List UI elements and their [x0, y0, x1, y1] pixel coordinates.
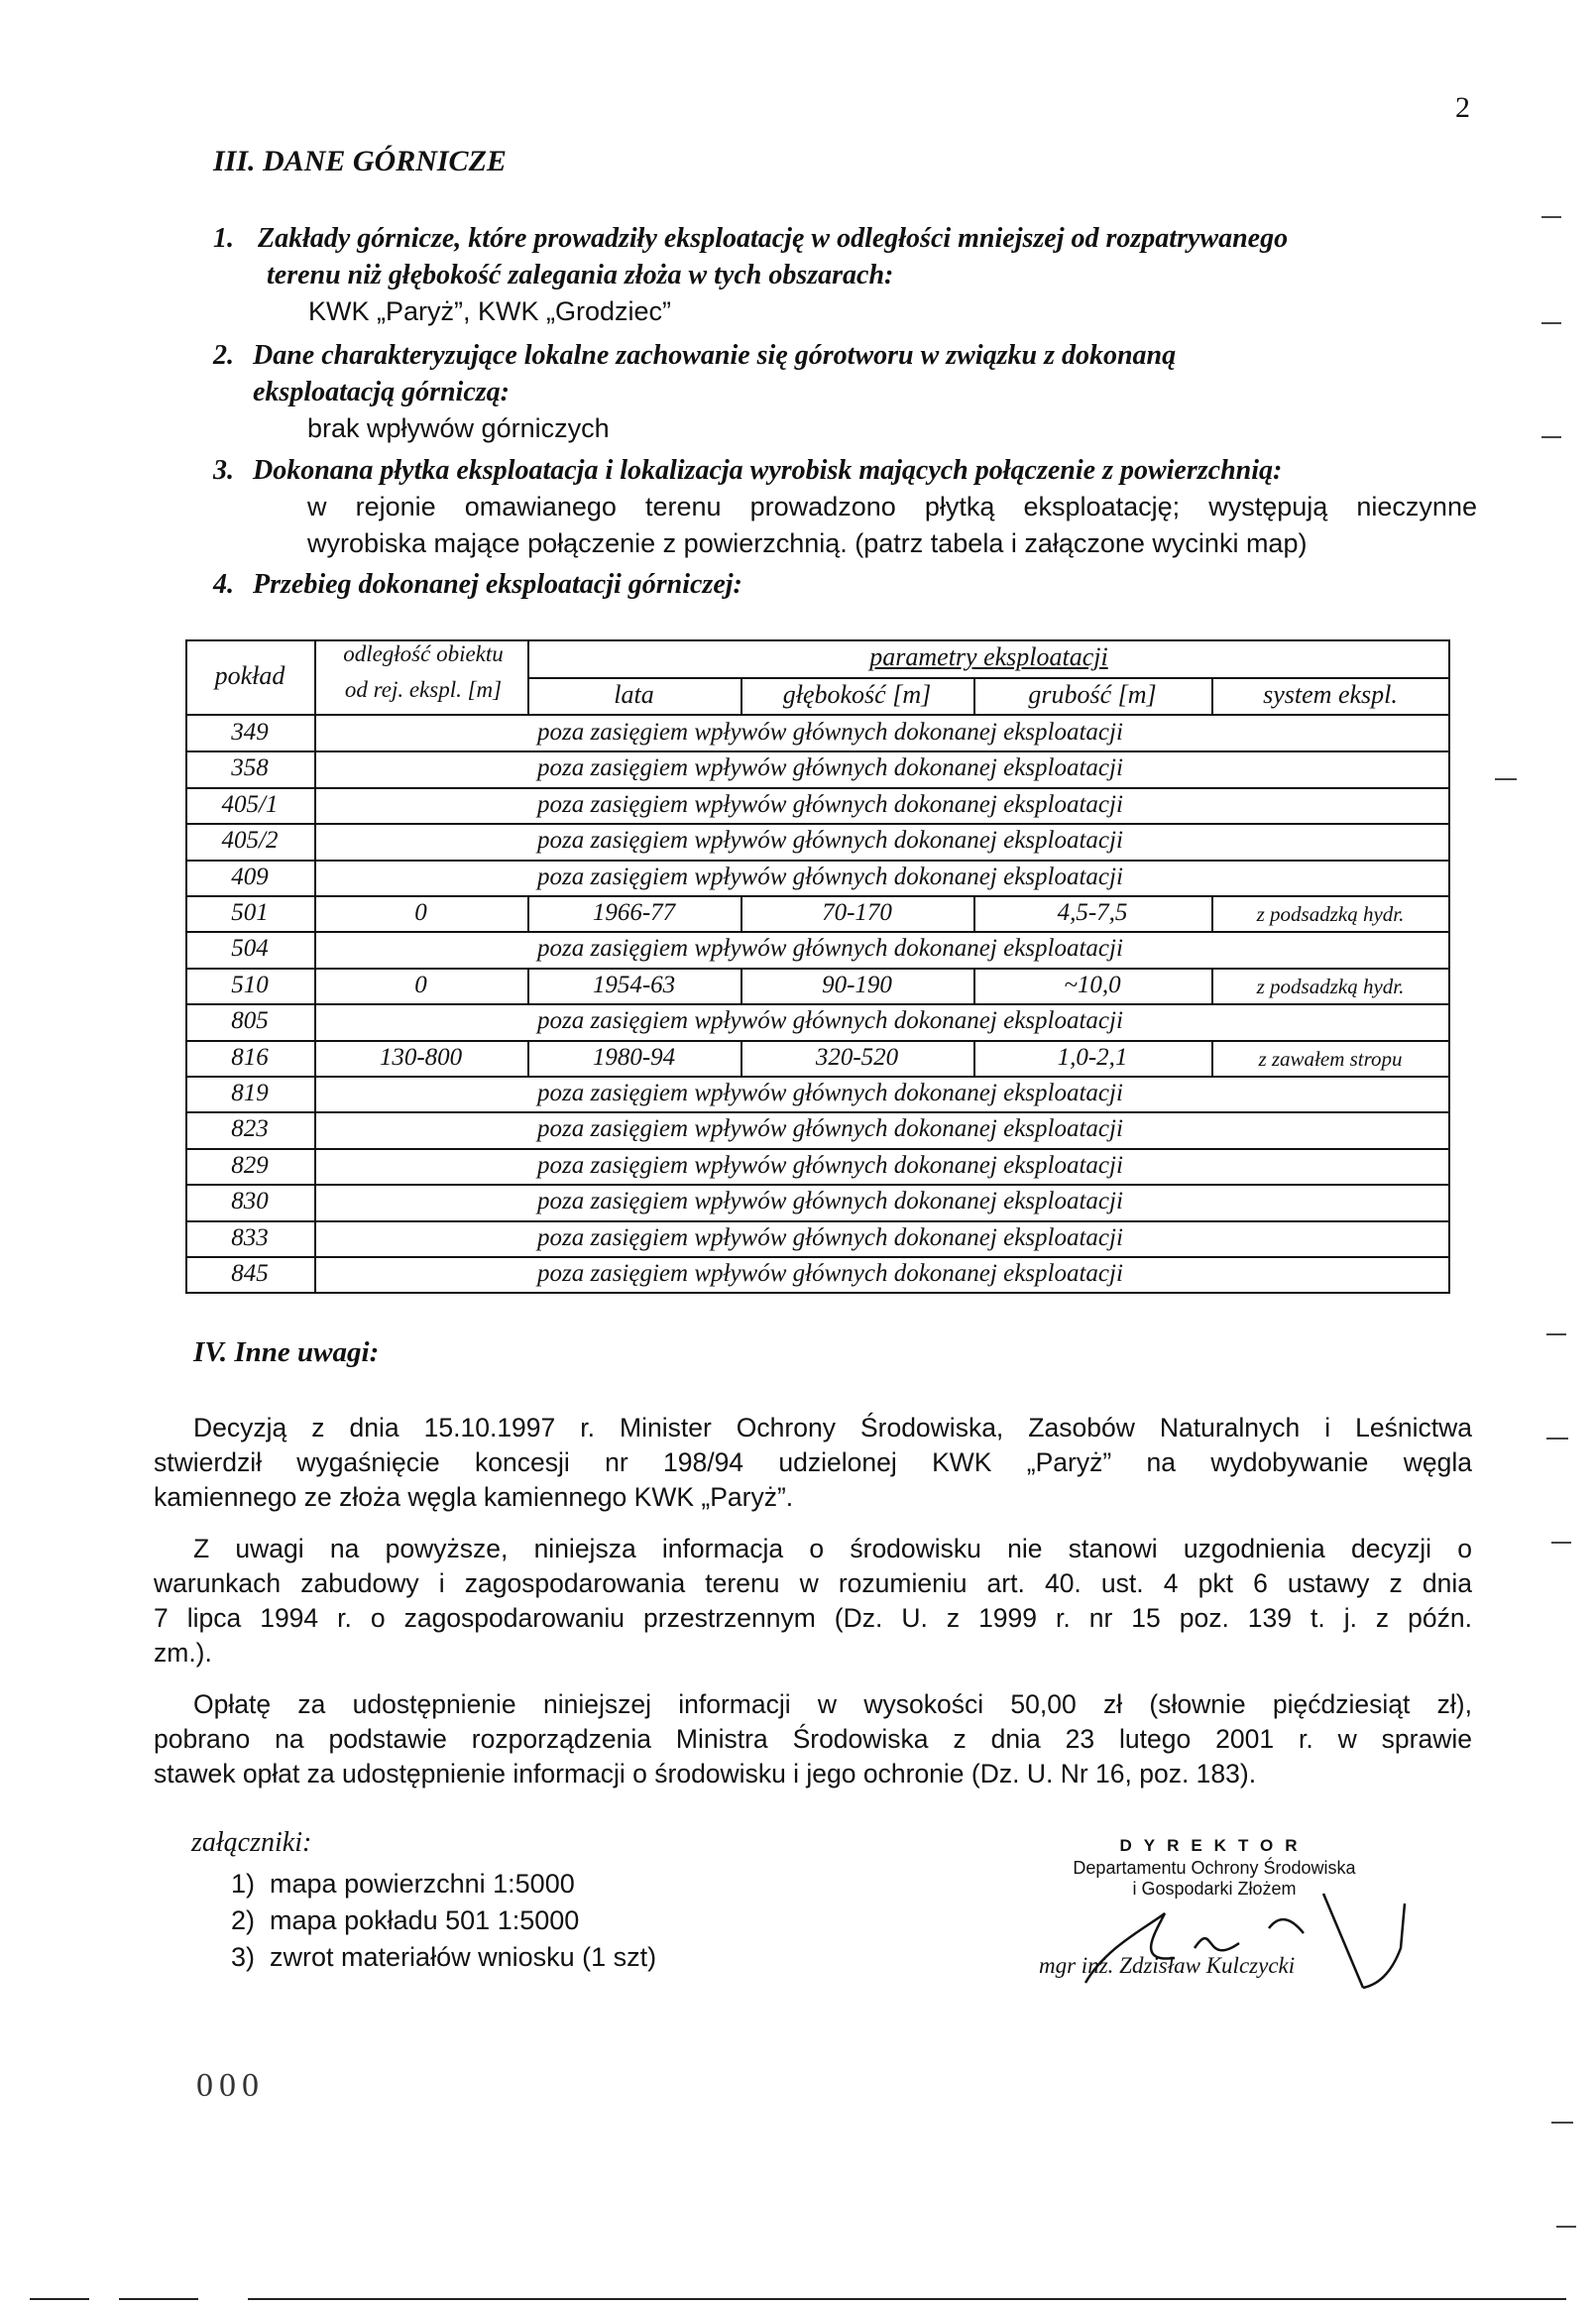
row-note: poza zasięgiem wpływów głównych dokonanej eksploatacji	[537, 1080, 1123, 1106]
row-poklad: 405/1	[221, 790, 279, 818]
item-heading-line: terenu niż głębokość zalegania złoża w tych obszarach:	[267, 260, 894, 290]
table-cell-divider	[1211, 1040, 1213, 1076]
table-cell-divider	[973, 895, 975, 931]
row-note: poza zasięgiem wpływów głównych dokonanej eksploatacji	[537, 1260, 1123, 1287]
table-cell-divider	[973, 968, 975, 1003]
row-glebokosc: 320-520	[815, 1043, 899, 1071]
attachments-title: załączniki:	[191, 1827, 312, 1858]
section-4-paragraph-2	[154, 1532, 1472, 1671]
table-cell-divider	[527, 968, 529, 1003]
header-distance-line2: od rej. ekspl. [m]	[344, 677, 503, 702]
item-heading-line: Przebieg dokonanej eksploatacji górniczej:	[253, 569, 742, 600]
row-poklad: 409	[231, 863, 269, 890]
header-grubosc: grubość [m]	[1028, 680, 1157, 709]
row-note: poza zasięgiem wpływów głównych dokonanej eksploatacji	[537, 935, 1123, 963]
attachment-item	[231, 1939, 656, 1976]
section-3-item-1	[213, 220, 1482, 330]
table-row-line	[185, 860, 1450, 862]
row-note: poza zasięgiem wpływów głównych dokonanej eksploatacji	[537, 1115, 1123, 1143]
scan-bottom-line	[119, 2298, 198, 2300]
row-system: z podsadzką hydr.	[1256, 902, 1405, 926]
header-system: system ekspl.	[1263, 680, 1398, 709]
table-cell-divider	[973, 1040, 975, 1076]
table-row-line	[185, 1111, 1450, 1113]
item-body-line: brak wpływów górniczych	[307, 413, 610, 443]
row-glebokosc: 70-170	[822, 899, 892, 926]
table-cell-divider	[1211, 968, 1213, 1003]
attachment-text: mapa pokładu 501 1:5000	[270, 1905, 580, 1935]
row-grubosc: 1,0-2,1	[1057, 1043, 1128, 1071]
table-row-line	[185, 1076, 1450, 1078]
header-lata: lata	[614, 680, 654, 709]
row-poklad: 816	[231, 1043, 269, 1071]
item-heading-line: Dokonana płytka eksploatacja i lokalizacja wyrobisk mających połączenie z powierzchnią:	[253, 455, 1283, 486]
table-row-line	[185, 968, 1450, 970]
table-cell-divider	[741, 895, 742, 931]
row-poklad: 405/2	[221, 827, 279, 855]
row-system: z zawałem stropu	[1258, 1046, 1403, 1071]
row-poklad: 805	[231, 1007, 269, 1035]
attachment-text: mapa powierzchni 1:5000	[270, 1869, 575, 1899]
table-cell-divider	[527, 895, 529, 931]
row-poklad: 819	[231, 1080, 269, 1106]
table-row-line	[185, 1148, 1450, 1150]
scan-bottom-line	[248, 2298, 1566, 2300]
scan-margin-mark	[1546, 1333, 1566, 1335]
table-cell-divider	[1211, 895, 1213, 931]
table-row-line	[185, 750, 1450, 752]
paragraph-line: Decyzją z dnia 15.10.1997 r. Minister Ochrony Środowiska, Zasobów Naturalnych i Leśnictwa	[193, 1413, 1472, 1442]
section-3-item-2	[213, 337, 1482, 447]
attachment-item	[231, 1902, 656, 1939]
table-cell-divider	[527, 1040, 529, 1076]
scan-bottom-line	[30, 2298, 89, 2300]
table-row-line	[185, 787, 1450, 789]
stamp-department-line2: i Gospodarki Złożem	[1132, 1879, 1297, 1899]
scan-margin-mark	[1556, 2226, 1576, 2228]
table-row-line	[185, 1040, 1450, 1042]
table-row-line	[185, 1184, 1450, 1186]
row-note: poza zasięgiem wpływów głównych dokonanej eksploatacji	[537, 790, 1123, 818]
table-row-line	[185, 1256, 1450, 1258]
row-poklad: 358	[231, 754, 269, 782]
exploitation-table	[185, 639, 1450, 1294]
signature: mgr inż. Zdzisław Kulczycki	[1039, 1953, 1296, 1978]
table-cell-divider	[741, 1040, 742, 1076]
scan-margin-mark	[1551, 2122, 1573, 2124]
row-system: z podsadzką hydr.	[1256, 974, 1405, 998]
paragraph-line: zm.).	[154, 1638, 212, 1668]
row-poklad: 829	[231, 1151, 269, 1179]
scan-margin-mark	[1541, 322, 1561, 324]
row-lata: 1966-77	[592, 899, 676, 926]
table-cell-divider	[741, 968, 742, 1003]
item-body-line: KWK „Paryż”, KWK „Grodziec”	[308, 296, 672, 326]
row-grubosc: 4,5-7,5	[1057, 899, 1128, 926]
row-lata: 1980-94	[592, 1043, 676, 1071]
section-4-paragraph-3	[154, 1687, 1472, 1791]
row-poklad: 349	[231, 719, 269, 746]
row-distance: 0	[414, 971, 427, 998]
page-number: 2	[1455, 91, 1470, 124]
attachment-number: 1)	[231, 1869, 256, 1899]
row-distance: 0	[414, 899, 427, 926]
item-number: 1.	[213, 223, 234, 254]
section-4-paragraph-1	[154, 1411, 1472, 1515]
item-heading-line: Dane charakteryzujące lokalne zachowanie się górotworu w związku z dokonaną	[253, 340, 1177, 371]
item-number: 4.	[213, 569, 234, 600]
row-poklad: 830	[231, 1188, 269, 1215]
paragraph-line: warunkach zabudowy i zagospodarowania terenu w rozumieniu art. 40. ust. 4 pkt 6 ustawy z dnia	[154, 1568, 1472, 1598]
paragraph-line: Z uwagi na powyższe, niniejsza informacja o środowisku nie stanowi uzgodnienia decyzji o	[193, 1534, 1472, 1563]
row-poklad: 845	[231, 1260, 269, 1287]
signature-stroke	[1026, 1889, 1423, 1998]
scan-margin-mark	[1541, 436, 1561, 438]
row-poklad: 833	[231, 1223, 269, 1251]
table-row-line	[185, 895, 1450, 897]
row-lata: 1954-63	[592, 971, 676, 998]
section-3-item-4	[213, 566, 1482, 603]
table-row-line	[185, 1003, 1450, 1005]
header-glebokosc: głębokość [m]	[782, 680, 932, 709]
header-params: parametry eksploatacji	[869, 642, 1108, 671]
scan-margin-mark	[1541, 216, 1561, 218]
section-3-title: III. DANE GÓRNICZE	[213, 145, 507, 177]
row-note: poza zasięgiem wpływów głównych dokonanej eksploatacji	[537, 719, 1123, 746]
attachment-number: 3)	[231, 1942, 256, 1972]
header-distance-line1: odległość obiektu	[343, 641, 504, 666]
item-body-line: w rejonie omawianego terenu prowadzono płytką eksploatację; występują nieczynne	[307, 492, 1477, 521]
row-grubosc: ~10,0	[1064, 971, 1121, 998]
scan-margin-mark	[1546, 1438, 1568, 1440]
section-3-item-3	[213, 452, 1482, 562]
paragraph-line: stawek opłat za udostępnienie informacji o środowisku i jego ochronie (Dz. U. Nr 16, poz. 183).	[154, 1759, 1257, 1788]
item-number: 2.	[213, 340, 234, 371]
row-note: poza zasięgiem wpływów głównych dokonanej eksploatacji	[537, 1151, 1123, 1179]
footer-mark: 000	[196, 2067, 265, 2104]
attachment-text: zwrot materiałów wniosku (1 szt)	[270, 1942, 657, 1972]
row-note: poza zasięgiem wpływów głównych dokonanej eksploatacji	[537, 1188, 1123, 1215]
row-note: poza zasięgiem wpływów głównych dokonanej eksploatacji	[537, 863, 1123, 890]
item-heading-line: Zakłady górnicze, które prowadziły eksploatację w odległości mniejszej od rozpatrywanego	[258, 223, 1289, 254]
scan-margin-mark	[1551, 1542, 1571, 1544]
table-row-line	[185, 1220, 1450, 1222]
attachment-number: 2)	[231, 1905, 256, 1935]
stamp-department: Departamentu Ochrony Środowiska	[1073, 1858, 1356, 1878]
row-distance: 130-800	[379, 1043, 463, 1071]
table-row-line	[185, 931, 1450, 933]
paragraph-line: Opłatę za udostępnienie niniejszej informacji w wysokości 50,00 zł (słownie pięćdziesiąt zł),	[193, 1689, 1472, 1719]
scan-margin-mark	[1495, 778, 1517, 780]
attachments-list	[231, 1866, 656, 1976]
item-number: 3.	[213, 455, 234, 486]
row-note: poza zasięgiem wpływów głównych dokonanej eksploatacji	[537, 1007, 1123, 1035]
stamp-title: DYREKTOR	[1119, 1836, 1310, 1855]
paragraph-line: stwierdził wygaśnięcie koncesji nr 198/94 udzielonej KWK „Paryż” na wydobywanie węgla	[154, 1447, 1472, 1477]
item-heading-line: eksploatacją górniczą:	[253, 377, 510, 407]
paragraph-line: pobrano na podstawie rozporządzenia Ministra Środowiska z dnia 23 lutego 2001 r. w sprawie	[154, 1724, 1472, 1754]
paragraph-line: 7 lipca 1994 r. o zagospodarowaniu przestrzennym (Dz. U. z 1999 r. nr 15 poz. 139 t. j. z późn.	[154, 1603, 1472, 1633]
paragraph-line: kamiennego ze złoża węgla kamiennego KWK „Paryż”.	[154, 1482, 794, 1512]
row-note: poza zasięgiem wpływów głównych dokonanej eksploatacji	[537, 827, 1123, 855]
row-poklad: 504	[231, 935, 269, 963]
row-poklad: 823	[231, 1115, 269, 1143]
row-glebokosc: 90-190	[822, 971, 892, 998]
table-row-line	[185, 823, 1450, 825]
attachment-item	[231, 1866, 656, 1902]
row-note: poza zasięgiem wpływów głównych dokonanej eksploatacji	[537, 1223, 1123, 1251]
section-4-title: IV. Inne uwagi:	[193, 1336, 380, 1368]
row-poklad: 510	[231, 971, 269, 998]
header-poklad: pokład	[214, 661, 285, 690]
item-body-line: wyrobiska mające połączenie z powierzchnią. (patrz tabela i załączone wycinki map)	[307, 528, 1308, 558]
row-poklad: 501	[231, 899, 269, 926]
row-note: poza zasięgiem wpływów głównych dokonanej eksploatacji	[537, 754, 1123, 782]
